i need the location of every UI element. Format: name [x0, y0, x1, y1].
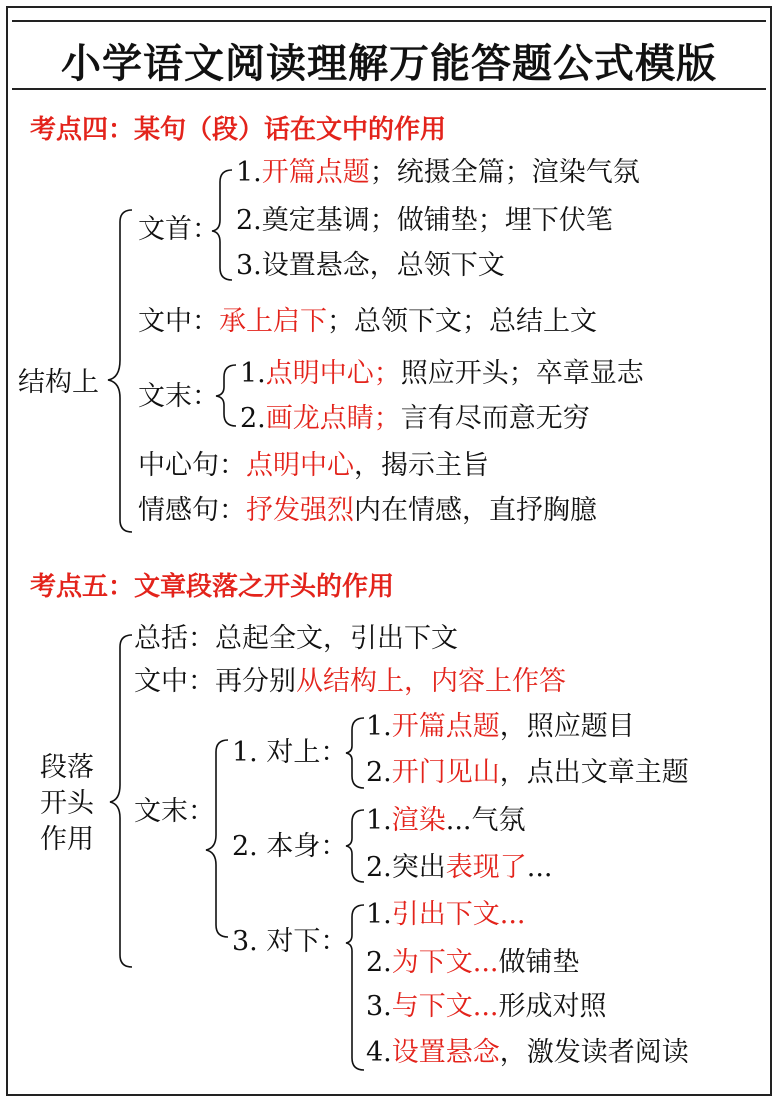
wenmo-label: 文末：: [138, 381, 219, 412]
title-box: [12, 20, 766, 90]
section4-root: 结构上: [18, 367, 99, 398]
duixia-item-4: 4.设置悬念，激发读者阅读: [366, 1037, 689, 1068]
duixia-label: 3. 对下：: [232, 926, 348, 957]
duishang-label: 1. 对上：: [232, 737, 348, 768]
wenshou-label: 文首：: [138, 214, 219, 245]
duishang-item-1: 1.开篇点题，照应题目: [366, 711, 635, 742]
benshen-item-1: 1.渲染...气氛: [366, 805, 526, 836]
wenzhong-line: 文中：承上启下；总领下文；总结上文: [138, 306, 597, 337]
qinggan-line: 情感句：抒发强烈内在情感，直抒胸臆: [138, 495, 597, 526]
zongkuo-line: 总括：总起全文，引出下文: [134, 623, 458, 654]
duixia-item-2: 2.为下文...做铺垫: [366, 947, 580, 978]
duixia-item-1: 1.引出下文...: [366, 899, 526, 930]
benshen-item-2: 2.突出表现了...: [366, 852, 553, 883]
wenshou-item-3: 3.设置悬念，总领下文: [236, 250, 505, 281]
wenshou-item-1: 1.开篇点题；统摄全篇；渲染气氛: [236, 157, 640, 188]
s5-wenzhong-line: 文中：再分别从结构上，内容上作答: [134, 666, 566, 697]
benshen-label: 2. 本身：: [232, 831, 348, 862]
wenmo-item-1: 1.点明中心；照应开头；卒章显志: [240, 358, 644, 389]
s5-wenmo-label: 文末：: [134, 796, 215, 827]
section5-heading: 考点五：文章段落之开头的作用: [30, 572, 395, 602]
section4-heading: 考点四：某句（段）话在文中的作用: [30, 115, 447, 145]
zhongxin-line: 中心句：点明中心，揭示主旨: [138, 450, 489, 481]
page-title: 小学语文阅读理解万能答题公式模版: [61, 41, 717, 87]
duixia-item-3: 3.与下文...形成对照: [366, 991, 607, 1022]
wenshou-item-2: 2.奠定基调；做铺垫；埋下伏笔: [236, 205, 613, 236]
wenmo-item-2: 2.画龙点睛；言有尽而意无穷: [240, 403, 590, 434]
section5-root: 段落 开头 作用: [40, 752, 94, 855]
duishang-item-2: 2.开门见山，点出文章主题: [366, 757, 689, 788]
